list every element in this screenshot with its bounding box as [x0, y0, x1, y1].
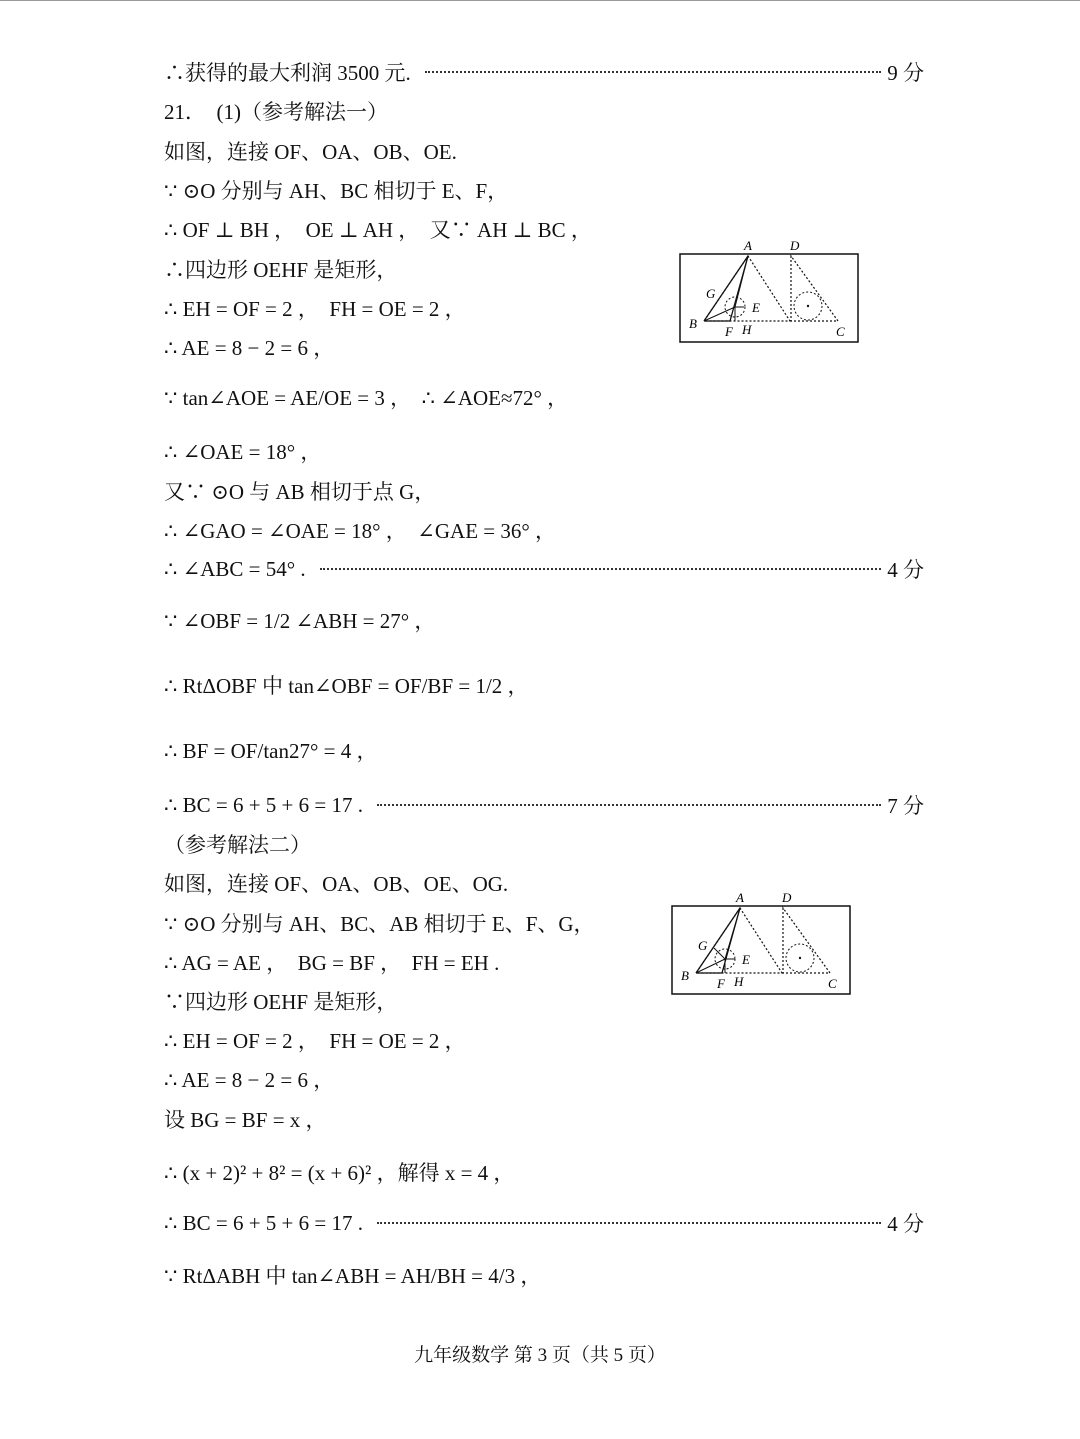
line-10	[164, 436, 924, 466]
circle-right-center	[799, 957, 801, 959]
line-text: （参考解法二）	[164, 833, 311, 857]
label-f: F	[717, 976, 725, 991]
line-13	[164, 554, 924, 584]
label-g: G	[698, 938, 708, 953]
line-3	[164, 136, 924, 166]
line-text: ∴ ∠ABC = 54° .	[164, 556, 306, 581]
line-text: ∴ RtΔOBF 中 tan∠OBF = OF/BF = 1/2 ，	[164, 674, 529, 698]
score: 7 分	[887, 794, 924, 818]
label-f: F	[725, 324, 733, 339]
line-text: ∴ BC = 6 + 5 + 6 = 17 .	[164, 792, 363, 817]
segment-og	[714, 948, 725, 959]
line-text: ∴ ∠GAO = ∠OAE = 18° ， ∠GAE = 36° ，	[164, 519, 557, 543]
line-text: ∴ BC = 6 + 5 + 6 = 17 .	[164, 1210, 363, 1235]
line-text: ∵ ⊙O 分别与 AH、BC 相切于 E、F，	[164, 179, 509, 203]
label-c: C	[836, 324, 845, 339]
line-text: ∵ tan∠AOE = AE/OE = 3 ， ∴ ∠AOE≈72° ，	[164, 386, 569, 410]
line-text: 设 BG = BF = x ，	[164, 1108, 327, 1132]
line-text: ∴ AE = 8 − 2 = 6 ，	[164, 336, 335, 360]
line-text: 如图，连接 OF、OA、OB、OE.	[164, 140, 457, 164]
left-triangle	[704, 256, 790, 321]
label-a: A	[744, 238, 752, 253]
label-b: B	[681, 968, 689, 983]
line-26	[164, 1142, 924, 1202]
line-25	[164, 1104, 924, 1134]
score-leader	[320, 568, 882, 570]
line-23	[164, 1025, 924, 1055]
score: 4 分	[887, 1212, 924, 1236]
score: 4 分	[887, 558, 924, 582]
score: 9 分	[887, 61, 924, 85]
score-leader	[377, 1222, 881, 1224]
line-text: ∴ (x + 2)² + 8² = (x + 6)² ，解得 x = 4 ，	[164, 1161, 515, 1185]
line-text: ∴ AE = 8 − 2 = 6 ，	[164, 1068, 335, 1092]
line-text: 又∵ ⊙O 与 AB 相切于点 G，	[164, 480, 436, 504]
line-4	[164, 175, 924, 205]
line-text: 如图，连接 OF、OA、OB、OE、OG.	[164, 872, 509, 896]
score-leader	[377, 804, 881, 806]
left-triangle	[696, 908, 782, 973]
line-text: ∴ AG = AE ， BG = BF ， FH = EH .	[164, 951, 500, 975]
page-footer: 九年级数学 第 3 页（共 5 页）	[414, 1345, 666, 1366]
label-c: C	[828, 976, 837, 991]
line-12	[164, 515, 924, 545]
line-text: 21． (1)（参考解法一）	[164, 100, 388, 124]
geometry-figure-2	[670, 888, 854, 998]
label-e: E	[752, 300, 760, 315]
line-text: ∵ ∠OBF = 1/2 ∠ABH = 27° ，	[164, 609, 436, 633]
line-17	[164, 790, 924, 820]
segment-oa	[725, 908, 740, 959]
line-text: ∴ ∠OAE = 18° ，	[164, 440, 322, 464]
circle-right-center	[807, 305, 809, 307]
geometry-figure-1	[678, 236, 862, 346]
label-b: B	[689, 316, 697, 331]
line-11	[164, 476, 924, 506]
label-h: H	[734, 974, 744, 989]
line-27	[164, 1208, 924, 1238]
line-9	[164, 367, 924, 427]
line-text: ∴ EH = OF = 2 ， FH = OE = 2 ，	[164, 297, 466, 321]
label-d: D	[782, 890, 792, 905]
line-28	[164, 1245, 924, 1305]
label-d: D	[790, 238, 800, 253]
right-triangle	[783, 908, 830, 973]
label-e: E	[742, 952, 750, 967]
line-14	[164, 590, 924, 650]
line-2	[164, 96, 924, 126]
line-24	[164, 1064, 924, 1094]
label-g: G	[706, 286, 716, 301]
right-triangle	[791, 256, 838, 321]
label-h: H	[742, 322, 752, 337]
line-text: ∴ OF ⊥ BH ， OE ⊥ AH ， 又∵ AH ⊥ BC ，	[164, 218, 592, 242]
line-text: ∴四边形 OEHF 是矩形，	[164, 258, 398, 282]
line-text: ∵ RtΔABH 中 tan∠ABH = AH/BH = 4/3 ，	[164, 1264, 542, 1288]
line-text: ∵ ⊙O 分别与 AH、BC、AB 相切于 E、F、G，	[164, 912, 595, 936]
line-16	[164, 720, 924, 780]
top-border	[0, 0, 1080, 1]
line-1	[164, 57, 924, 87]
score-leader	[425, 71, 882, 73]
label-a: A	[736, 890, 744, 905]
line-text: ∴ EH = OF = 2 ， FH = OE = 2 ，	[164, 1029, 466, 1053]
line-text: ∵四边形 OEHF 是矩形，	[164, 990, 398, 1014]
line-18	[164, 829, 924, 859]
line-text: ∴获得的最大利润 3500 元.	[164, 61, 411, 85]
line-text: ∴ BF = OF/tan27° = 4 ，	[164, 739, 378, 763]
line-15	[164, 655, 924, 715]
